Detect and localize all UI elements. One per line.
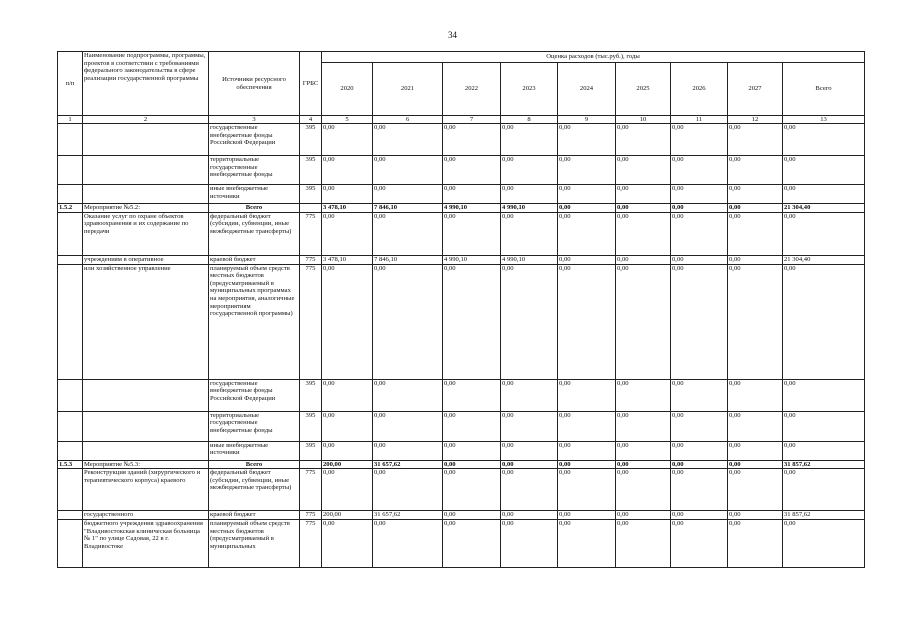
- amount-cell: 0,00: [728, 124, 783, 156]
- header-pp: п/п: [58, 52, 83, 116]
- activity-name-cell: учреждениям в оперативное: [83, 255, 209, 264]
- amount-cell: 21 304,40: [783, 255, 865, 264]
- header-year-2021: 2021: [373, 63, 443, 116]
- grbs-cell: 775: [300, 264, 322, 379]
- header-estimate: Оценка расходов (тыс.руб.), годы: [322, 52, 865, 63]
- row-number-cell: [58, 379, 83, 411]
- header-year-total: Всего: [783, 63, 865, 116]
- amount-cell: 0,00: [373, 469, 443, 511]
- amount-cell: 0,00: [373, 212, 443, 255]
- amount-cell: 0,00: [443, 264, 501, 379]
- activity-name-cell: Оказание услуг по охране объектов здравоохранения и их содержание по передачи: [83, 212, 209, 255]
- amount-cell: 31 857,62: [783, 460, 865, 469]
- amount-cell: 0,00: [443, 124, 501, 156]
- amount-cell: 0,00: [558, 156, 616, 185]
- amount-cell: 0,00: [671, 264, 728, 379]
- grbs-cell: 775: [300, 511, 322, 520]
- activity-name-cell: государственного: [83, 511, 209, 520]
- header-year-2023: 2023: [501, 63, 558, 116]
- amount-cell: 31 657,62: [373, 460, 443, 469]
- grbs-cell: [300, 460, 322, 469]
- amount-cell: 0,00: [322, 411, 373, 441]
- amount-cell: 0,00: [671, 441, 728, 460]
- amount-cell: 0,00: [501, 379, 558, 411]
- grbs-cell: 395: [300, 379, 322, 411]
- amount-cell: 0,00: [728, 441, 783, 460]
- amount-cell: 0,00: [558, 411, 616, 441]
- header-year-2025: 2025: [616, 63, 671, 116]
- header-year-2026: 2026: [671, 63, 728, 116]
- amount-cell: 0,00: [616, 204, 671, 213]
- amount-cell: 0,00: [443, 411, 501, 441]
- amount-cell: 0,00: [616, 124, 671, 156]
- amount-cell: 0,00: [783, 212, 865, 255]
- row-number-cell: [58, 185, 83, 204]
- amount-cell: 0,00: [783, 411, 865, 441]
- amount-cell: 0,00: [558, 460, 616, 469]
- amount-cell: 7 846,10: [373, 255, 443, 264]
- amount-cell: 200,00: [322, 511, 373, 520]
- row-number-cell: [58, 511, 83, 520]
- grbs-cell: 395: [300, 411, 322, 441]
- amount-cell: 0,00: [616, 520, 671, 568]
- amount-cell: 0,00: [443, 185, 501, 204]
- amount-cell: 0,00: [322, 212, 373, 255]
- activity-name-cell: Мероприятие №5.2:: [83, 204, 209, 213]
- activity-name-cell: Реконструкция зданий (хирургического и терапевтического корпуса) краевого: [83, 469, 209, 511]
- column-number: 1: [58, 116, 83, 124]
- amount-cell: 0,00: [783, 156, 865, 185]
- funding-source-cell: территориальные государственные внебюджетные фонды: [209, 156, 300, 185]
- funding-source-cell: государственные внебюджетные фонды Российской Федерации: [209, 124, 300, 156]
- amount-cell: 0,00: [728, 469, 783, 511]
- amount-cell: 0,00: [616, 264, 671, 379]
- row-number-cell: [58, 520, 83, 568]
- column-number: 8: [501, 116, 558, 124]
- column-number: 5: [322, 116, 373, 124]
- activity-name-cell: [83, 411, 209, 441]
- amount-cell: 0,00: [728, 379, 783, 411]
- amount-cell: 0,00: [322, 264, 373, 379]
- amount-cell: 0,00: [322, 156, 373, 185]
- amount-cell: 0,00: [616, 460, 671, 469]
- activity-name-cell: или хозяйственное управление: [83, 264, 209, 379]
- table-row: [58, 255, 865, 264]
- funding-source-cell: планируемый объем средств местных бюджетов (предусматриваемый в муниципальных программах на мероприятия, аналогичные мероприятиям государственной программы): [209, 264, 300, 379]
- funding-source-cell: иные внебюджетные источники: [209, 441, 300, 460]
- amount-cell: 0,00: [443, 460, 501, 469]
- column-number: 9: [558, 116, 616, 124]
- amount-cell: 0,00: [373, 520, 443, 568]
- amount-cell: 0,00: [728, 511, 783, 520]
- funding-source-cell: краевой бюджет: [209, 255, 300, 264]
- grbs-cell: 395: [300, 185, 322, 204]
- column-number: 3: [209, 116, 300, 124]
- amount-cell: 0,00: [671, 212, 728, 255]
- amount-cell: 0,00: [558, 212, 616, 255]
- amount-cell: 0,00: [558, 441, 616, 460]
- amount-cell: 200,00: [322, 460, 373, 469]
- amount-cell: 0,00: [671, 460, 728, 469]
- table-row: [58, 469, 865, 511]
- amount-cell: 0,00: [728, 460, 783, 469]
- grbs-cell: 775: [300, 469, 322, 511]
- table-row: [58, 212, 865, 255]
- funding-source-cell: территориальные государственные внебюджетные фонды: [209, 411, 300, 441]
- column-number: 4: [300, 116, 322, 124]
- table-row: [58, 204, 865, 213]
- amount-cell: 0,00: [443, 520, 501, 568]
- funding-source-cell: федеральный бюджет (субсидии, субвенции, иные межбюджетные трансферты): [209, 469, 300, 511]
- grbs-cell: 775: [300, 520, 322, 568]
- amount-cell: 0,00: [671, 411, 728, 441]
- amount-cell: 7 846,10: [373, 204, 443, 213]
- activity-name-cell: бюджетного учреждения здравоохранения "Владивостокская клиническая больница № 1" по улице Садовая, 22 в г. Владивостоке: [83, 520, 209, 568]
- header-year-2027: 2027: [728, 63, 783, 116]
- column-number: 12: [728, 116, 783, 124]
- header-year-2020: 2020: [322, 63, 373, 116]
- amount-cell: 3 478,10: [322, 204, 373, 213]
- amount-cell: 0,00: [728, 156, 783, 185]
- amount-cell: 0,00: [558, 379, 616, 411]
- amount-cell: 0,00: [783, 379, 865, 411]
- activity-name-cell: [83, 379, 209, 411]
- amount-cell: 0,00: [558, 124, 616, 156]
- amount-cell: 0,00: [671, 255, 728, 264]
- amount-cell: 0,00: [443, 469, 501, 511]
- amount-cell: 0,00: [728, 255, 783, 264]
- amount-cell: 3 478,10: [322, 255, 373, 264]
- amount-cell: 0,00: [671, 156, 728, 185]
- amount-cell: 4 990,10: [443, 204, 501, 213]
- table-row: [58, 185, 865, 204]
- amount-cell: 0,00: [443, 379, 501, 411]
- amount-cell: 0,00: [671, 520, 728, 568]
- amount-cell: 0,00: [373, 185, 443, 204]
- row-number-cell: 1.5.2: [58, 204, 83, 213]
- amount-cell: 0,00: [501, 441, 558, 460]
- column-number: 2: [83, 116, 209, 124]
- amount-cell: 0,00: [558, 520, 616, 568]
- activity-name-cell: [83, 441, 209, 460]
- header-year-2024: 2024: [558, 63, 616, 116]
- grbs-cell: 395: [300, 156, 322, 185]
- amount-cell: 0,00: [616, 469, 671, 511]
- column-number: 10: [616, 116, 671, 124]
- amount-cell: 0,00: [443, 441, 501, 460]
- amount-cell: 4 990,10: [443, 255, 501, 264]
- table-row: [58, 379, 865, 411]
- amount-cell: 0,00: [616, 255, 671, 264]
- amount-cell: 0,00: [728, 520, 783, 568]
- amount-cell: 0,00: [322, 124, 373, 156]
- amount-cell: 0,00: [671, 469, 728, 511]
- amount-cell: 0,00: [616, 379, 671, 411]
- amount-cell: 0,00: [322, 520, 373, 568]
- column-number: 6: [373, 116, 443, 124]
- row-number-cell: [58, 124, 83, 156]
- amount-cell: 0,00: [501, 156, 558, 185]
- amount-cell: 0,00: [616, 511, 671, 520]
- row-number-cell: [58, 212, 83, 255]
- amount-cell: 0,00: [322, 469, 373, 511]
- amount-cell: 0,00: [558, 255, 616, 264]
- amount-cell: 0,00: [728, 204, 783, 213]
- amount-cell: 0,00: [671, 511, 728, 520]
- amount-cell: 0,00: [501, 212, 558, 255]
- table-row: [58, 156, 865, 185]
- amount-cell: 0,00: [783, 185, 865, 204]
- amount-cell: 0,00: [616, 411, 671, 441]
- amount-cell: 0,00: [501, 460, 558, 469]
- amount-cell: 0,00: [443, 212, 501, 255]
- funding-source-cell: иные внебюджетные источники: [209, 185, 300, 204]
- amount-cell: 0,00: [558, 264, 616, 379]
- header-source: Источники ресурсного обеспечения: [209, 52, 300, 116]
- activity-name-cell: [83, 124, 209, 156]
- table-row: [58, 520, 865, 568]
- amount-cell: 0,00: [373, 156, 443, 185]
- funding-source-cell: планируемый объем средств местных бюджетов (предусматриваемый в муниципальных: [209, 520, 300, 568]
- amount-cell: 0,00: [616, 185, 671, 204]
- table-row: [58, 441, 865, 460]
- header-grbs: ГРБС: [300, 52, 322, 116]
- amount-cell: 31 857,62: [783, 511, 865, 520]
- activity-name-cell: Мероприятие №5.3:: [83, 460, 209, 469]
- row-number-cell: [58, 156, 83, 185]
- grbs-cell: 775: [300, 255, 322, 264]
- funding-source-cell: Всего: [209, 204, 300, 213]
- amount-cell: 0,00: [558, 204, 616, 213]
- column-number: 11: [671, 116, 728, 124]
- column-number: 7: [443, 116, 501, 124]
- amount-cell: 0,00: [728, 185, 783, 204]
- header-year-2022: 2022: [443, 63, 501, 116]
- amount-cell: 0,00: [322, 185, 373, 204]
- amount-cell: 0,00: [558, 469, 616, 511]
- amount-cell: 0,00: [373, 441, 443, 460]
- amount-cell: 0,00: [501, 124, 558, 156]
- amount-cell: 0,00: [373, 379, 443, 411]
- amount-cell: 0,00: [783, 264, 865, 379]
- amount-cell: 0,00: [501, 511, 558, 520]
- amount-cell: 0,00: [443, 511, 501, 520]
- amount-cell: 0,00: [501, 411, 558, 441]
- table-row: [58, 264, 865, 379]
- amount-cell: 0,00: [501, 520, 558, 568]
- amount-cell: 0,00: [558, 511, 616, 520]
- amount-cell: 0,00: [558, 185, 616, 204]
- amount-cell: 0,00: [443, 156, 501, 185]
- grbs-cell: [300, 204, 322, 213]
- funding-source-cell: Всего: [209, 460, 300, 469]
- amount-cell: 0,00: [501, 469, 558, 511]
- row-number-cell: [58, 264, 83, 379]
- table-row: [58, 124, 865, 156]
- amount-cell: 0,00: [728, 212, 783, 255]
- amount-cell: 0,00: [501, 185, 558, 204]
- amount-cell: 0,00: [373, 124, 443, 156]
- amount-cell: 0,00: [728, 264, 783, 379]
- amount-cell: 0,00: [728, 411, 783, 441]
- amount-cell: 0,00: [373, 411, 443, 441]
- amount-cell: 0,00: [671, 185, 728, 204]
- funding-source-cell: краевой бюджет: [209, 511, 300, 520]
- activity-name-cell: [83, 156, 209, 185]
- table-row: [58, 460, 865, 469]
- amount-cell: 0,00: [322, 379, 373, 411]
- grbs-cell: 395: [300, 124, 322, 156]
- budget-table: [57, 51, 865, 568]
- funding-source-cell: федеральный бюджет (субсидии, субвенции, иные межбюджетные трансферты): [209, 212, 300, 255]
- amount-cell: 0,00: [671, 204, 728, 213]
- amount-cell: 0,00: [616, 212, 671, 255]
- amount-cell: 21 304,40: [783, 204, 865, 213]
- funding-source-cell: государственные внебюджетные фонды Российской Федерации: [209, 379, 300, 411]
- amount-cell: 0,00: [501, 264, 558, 379]
- amount-cell: 0,00: [671, 379, 728, 411]
- amount-cell: 0,00: [616, 441, 671, 460]
- grbs-cell: 395: [300, 441, 322, 460]
- amount-cell: 4 990,10: [501, 255, 558, 264]
- amount-cell: 0,00: [783, 469, 865, 511]
- amount-cell: 4 990,10: [501, 204, 558, 213]
- table-row: [58, 511, 865, 520]
- row-number-cell: [58, 255, 83, 264]
- grbs-cell: 775: [300, 212, 322, 255]
- page-number: 34: [448, 30, 457, 40]
- amount-cell: 0,00: [783, 520, 865, 568]
- amount-cell: 31 657,62: [373, 511, 443, 520]
- amount-cell: 0,00: [616, 156, 671, 185]
- amount-cell: 0,00: [671, 124, 728, 156]
- amount-cell: 0,00: [373, 264, 443, 379]
- amount-cell: 0,00: [783, 441, 865, 460]
- column-number: 13: [783, 116, 865, 124]
- amount-cell: 0,00: [322, 441, 373, 460]
- amount-cell: 0,00: [783, 124, 865, 156]
- row-number-cell: [58, 469, 83, 511]
- row-number-cell: [58, 411, 83, 441]
- row-number-cell: 1.5.3: [58, 460, 83, 469]
- header-name: Наименование подпрограммы, программы, проектов в соответствии с требованиями федерального законодательства в сфере реализации государственной программы: [83, 52, 209, 116]
- activity-name-cell: [83, 185, 209, 204]
- table-row: [58, 411, 865, 441]
- row-number-cell: [58, 441, 83, 460]
